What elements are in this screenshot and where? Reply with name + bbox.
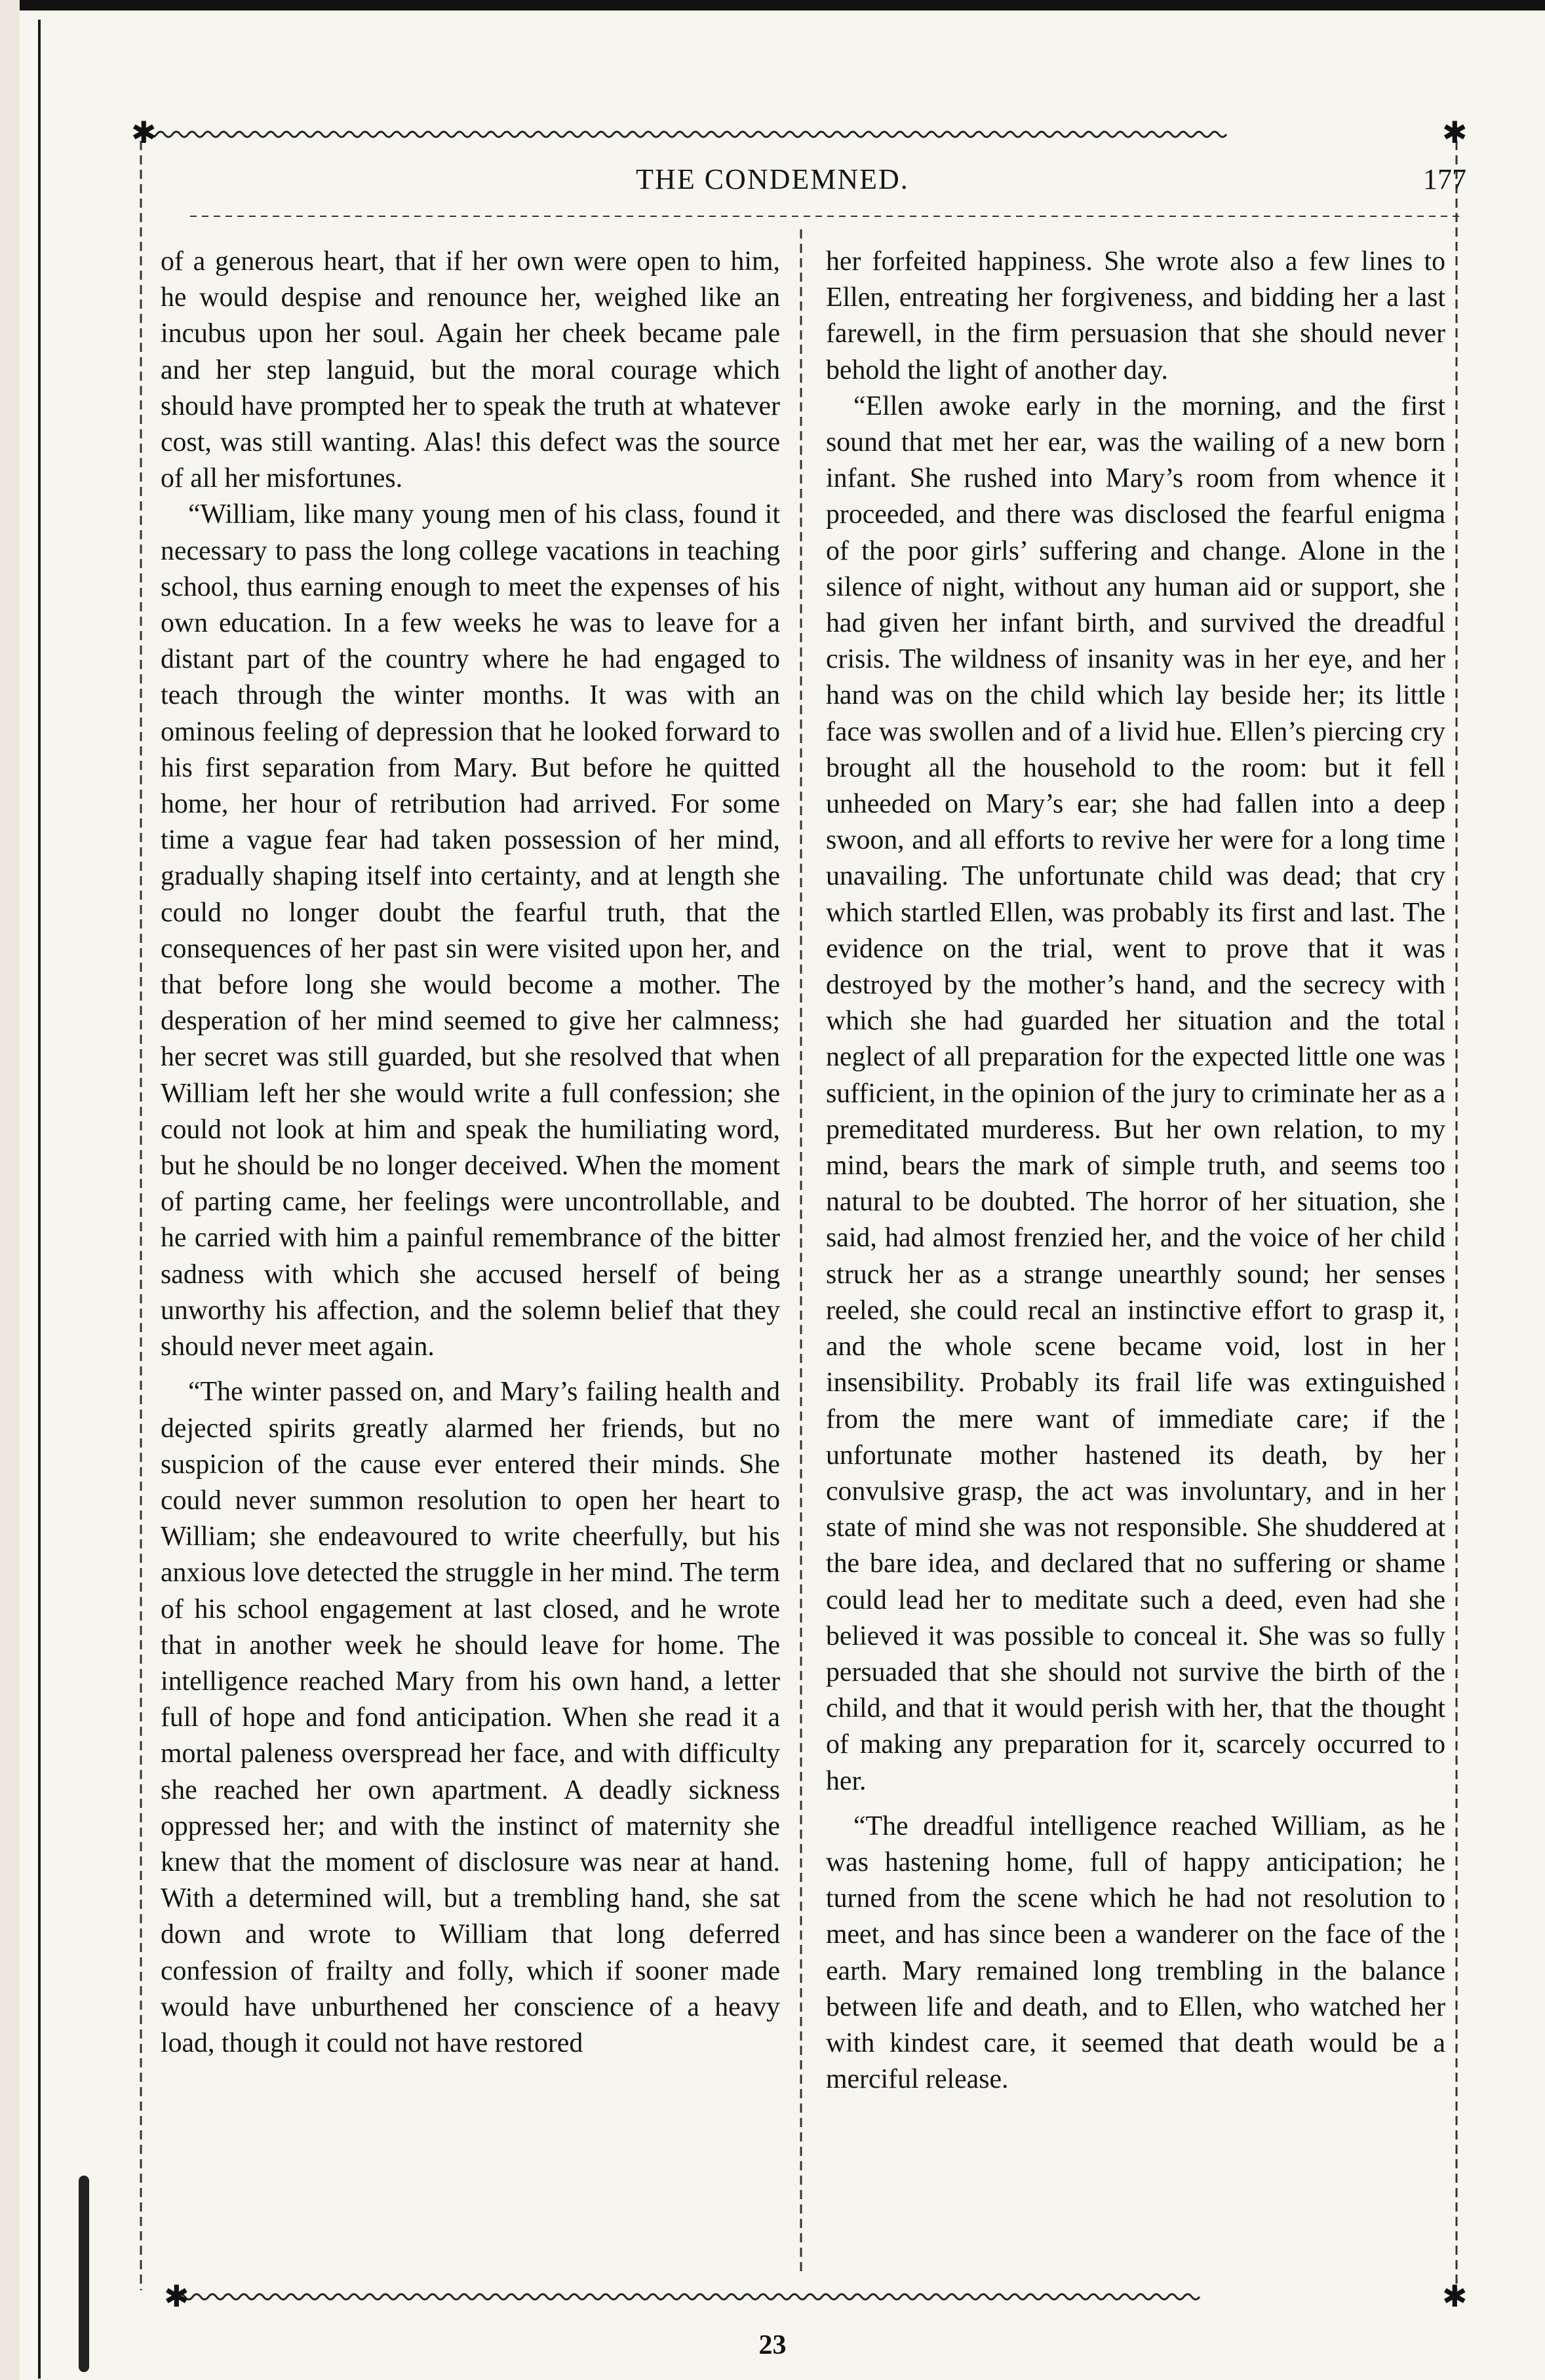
svg-text:✱: ✱ [1442, 116, 1468, 149]
paragraph: “William, like many young men of his class, found it necessary to pass the long college vacations in teaching school, thus earning enough to meet the expenses of his own education. In a few weeks he was to leave for a distant part of the country where he had engaged to teach through the winter months. It was with an ominous feeling of depression that he looked forward to his first separation from Mary. But before he quitted home, her hour of retribution had arrived. For some time a vague fear had taken possession of her mind, gradually shaping itself into certainty, and at length she could no longer doubt the fearful truth, that the consequences of her past sin were visited upon her, and that before long she would become a mother. The desperation of her mind seemed to give her calmness; her secret was still guarded, but she resolved that when William left her she would write a full confession; she could not look at him and speak the humiliating word, but he should be no longer deceived. When the moment of parting came, her feelings were uncontrollable, and he carried with him a painful remembrance of the bitter sadness with which she accused herself of being unworthy his affection, and the solemn belief that they should never meet again. [161, 499, 780, 1362]
paragraph: her forfeited happiness. She wrote also a few lines to Ellen, entreating her forgiveness, and bidding her a last farewell, in the firm persuasion that she should never behold the light of another day. [826, 246, 1445, 385]
svg-text:✱: ✱ [131, 116, 157, 149]
paragraph: of a generous heart, that if her own were open to him, he would despise and renounce her, weighed like an incubus upon her soul. Again her cheek became pale and her step languid, but the moral courage which should have prompted her to speak the truth at whatever cost, was still wanting. Alas! this defect was the source of all her misfortunes. [161, 246, 780, 494]
paragraph: “Ellen awoke early in the morning, and the first sound that met her ear, was the wailing of a new born infant. She rushed into Mary’s room from whence it proceeded, and there was disclosed the fearful enigma of the poor girls’ suffering and change. Alone in the silence of night, without any human aid or support, she had given her infant birth, and survived the dreadful crisis. The wildness of insanity was in her eye, and her hand was on the child which lay beside her; its little face was swollen and of a livid hue. Ellen’s piercing cry brought all the household to the room: but it fell unheeded on Mary’s ear; she had fallen into a deep swoon, and all efforts to revive her were for a long time unavailing. The unfortunate child was dead; that cry which startled Ellen, was probably its first and last. The evidence on the trial, went to prove that it was destroyed by the mother’s hand, and the secrecy with which she had guarded her situation and the total neglect of all preparation for the expected little one was sufficient, in the opinion of the jury to criminate her as a premeditated murderess. But her own relation, to my mind, bears the mark of simple truth, and seems too natural to be doubted. The horror of her situation, she said, had almost frenzied her, and the voice of her child struck her as a strange unearthly sound; her senses reeled, she could recal an instinctive effort to grasp it, and the whole scene became void, lost in her insensibility. Probably its frail life was extinguished from the mere want of immediate care; if the unfortunate mother hastened its death, by her convulsive grasp, the act was involuntary, and in her state of mind she was not responsible. She shuddered at the bare idea, and declared that no suffering or shame could lead her to meditate such a deed, even had she believed it was possible to conceal it. She was so fully persuaded that she should not survive the birth of the child, and that it would perish with her, that the thought of making any preparation for it, scarcely occurred to her. [826, 391, 1445, 1796]
svg-text:✱: ✱ [164, 2280, 189, 2313]
paragraph: “The winter passed on, and Mary’s failing health and dejected spirits greatly alarmed her friends, but no suspicion of the cause ever entered their minds. She could never summon resolution to open her heart to William; she endeavoured to write cheerfully, but his anxious love detected the struggle in her mind. The term of his school engagement at last closed, and he wrote that in another week he should leave for home. The intelligence reached Mary from his own hand, a letter full of hope and fond anticipation. When she read it a mortal paleness overspread her face, and with difficulty she reached her own apartment. A deadly sickness oppressed her; and with the instinct of maternity she knew that the moment of disclosure was near at hand. With a determined will, but a trembling hand, she sat down and wrote to William that long deferred confession of frailty and folly, which if sooner made would have unburthened her conscience of a heavy load, though it could not have restored [161, 1377, 780, 2058]
page-number: 177 [1423, 163, 1466, 195]
running-title: THE CONDEMNED. [636, 163, 909, 195]
right-column [826, 244, 1445, 2288]
signature-mark: 23 [758, 2330, 787, 2360]
paragraph: “The dreadful intelligence reached William, as he was hastening home, full of happy anticipation; he turned from the scene which he had not resolution to meet, and has since been a wanderer on the face of the earth. Mary remained long trembling in the balance between life and death, and to Ellen, who watched her with kindest care, it seemed that death would be a merciful release. [826, 1811, 1445, 2095]
svg-text:✱: ✱ [1442, 2280, 1468, 2313]
left-column [161, 244, 780, 2288]
